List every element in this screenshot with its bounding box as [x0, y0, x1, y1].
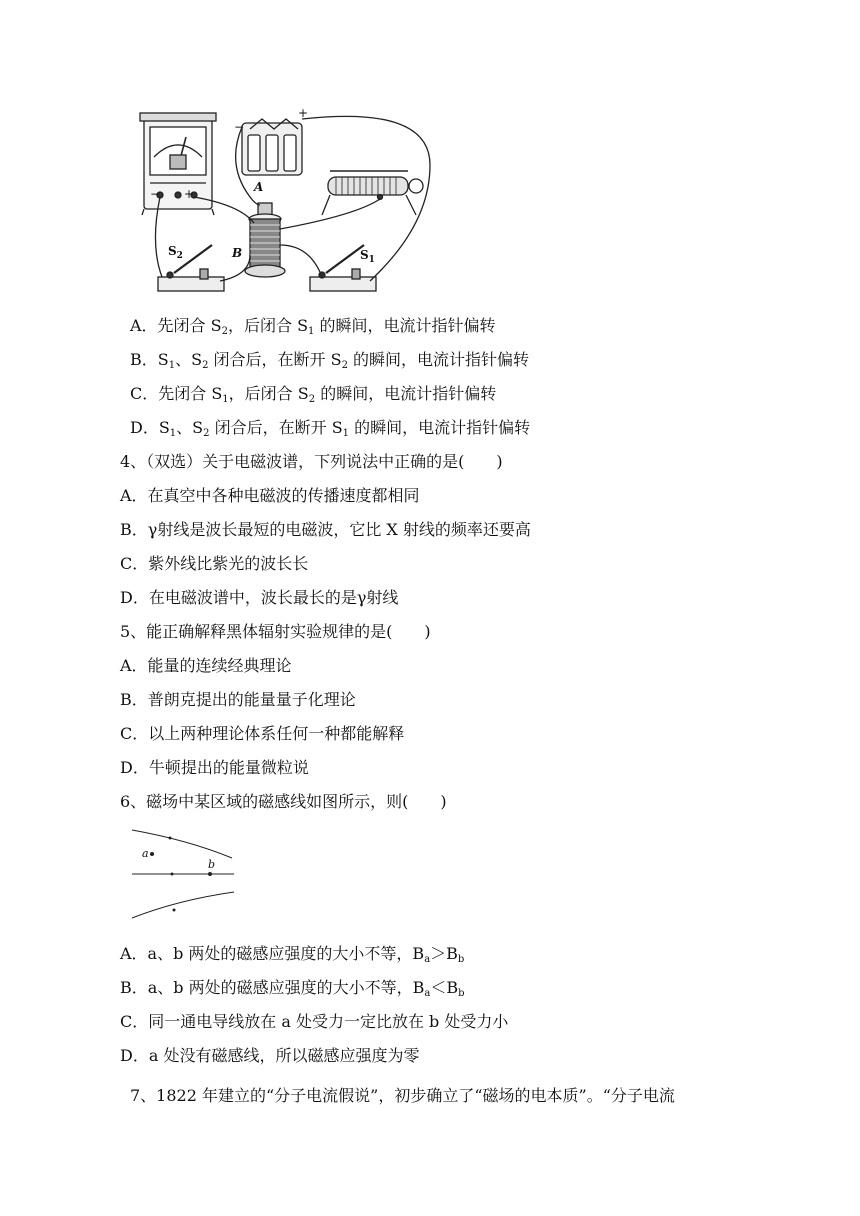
- switch-s2-label: $S_2$: [168, 244, 183, 261]
- battery: [242, 119, 302, 175]
- battery-plus-label: +: [298, 106, 309, 120]
- q6-stem: 6、磁场中某区域的磁感线如图所示，则( ): [120, 792, 447, 811]
- q6-option-b: B．a、b 两处的磁感应强度的大小不等，$B_a<B_b$: [120, 978, 465, 999]
- galvanometer-minus-label: −: [150, 187, 161, 201]
- magnetic-field-lines-figure: [128, 826, 238, 922]
- q5-option-d: D．牛顿提出的能量微粒说: [120, 758, 309, 777]
- q6-option-a: A．a、b 两处的磁感应强度的大小不等，$B_a>B_b$: [120, 944, 465, 965]
- q6-option-c: C．同一通电导线放在 a 处受力一定比放在 b 处受力小: [120, 1012, 509, 1031]
- q5-option-b: B．普朗克提出的能量量子化理论: [120, 690, 356, 709]
- rheostat: [322, 171, 423, 215]
- point-a-dot: [150, 852, 154, 856]
- induction-apparatus-figure: [130, 105, 450, 305]
- q4-option-b: B．γ射线是波长最短的电磁波，它比 X 射线的频率还要高: [120, 520, 531, 539]
- galvanometer-plus-label: +: [184, 187, 195, 201]
- q4-option-a: A．在真空中各种电磁波的传播速度都相同: [120, 486, 420, 505]
- battery-minus-label: −: [234, 120, 245, 134]
- point-b-label: b: [208, 858, 216, 871]
- switch-s1-label: $S_1$: [360, 248, 375, 265]
- coil-assembly: [245, 203, 285, 277]
- q5-option-c: C．以上两种理论体系任何一种都能解释: [120, 724, 405, 743]
- q3-option-b: B．$S_1$、$S_2$ 闭合后，在断开 $S_2$ 的瞬间，电流计指针偏转: [130, 350, 530, 371]
- q3-option-a: A．先闭合 $S_2$，后闭合 $S_1$ 的瞬间，电流计指针偏转: [130, 316, 496, 337]
- point-b-dot: [208, 872, 212, 876]
- q4-option-d: D．在电磁波谱中，波长最长的是γ射线: [120, 588, 399, 607]
- point-a-label: a: [142, 847, 149, 860]
- q5-stem: 5、能正确解释黑体辐射实验规律的是( ): [120, 622, 431, 641]
- q3-option-c: C．先闭合 $S_1$，后闭合 $S_2$ 的瞬间，电流计指针偏转: [130, 384, 497, 405]
- coil-b-label: B: [232, 246, 243, 260]
- q5-option-a: A．能量的连续经典理论: [120, 656, 292, 675]
- q4-stem: 4、（双选）关于电磁波谱，下列说法中正确的是( ): [120, 452, 503, 471]
- q7-stem: 7、1822 年建立的“分子电流假说”，初步确立了“磁场的电本质”。“分子电流: [130, 1086, 675, 1105]
- q3-option-d: D．$S_1$、$S_2$ 闭合后，在断开 $S_1$ 的瞬间，电流计指针偏转: [130, 418, 531, 439]
- q4-option-c: C．紫外线比紫光的波长长: [120, 554, 309, 573]
- q6-option-d: D．a 处没有磁感线，所以磁感应强度为零: [120, 1046, 420, 1065]
- coil-a-label: A: [254, 180, 264, 194]
